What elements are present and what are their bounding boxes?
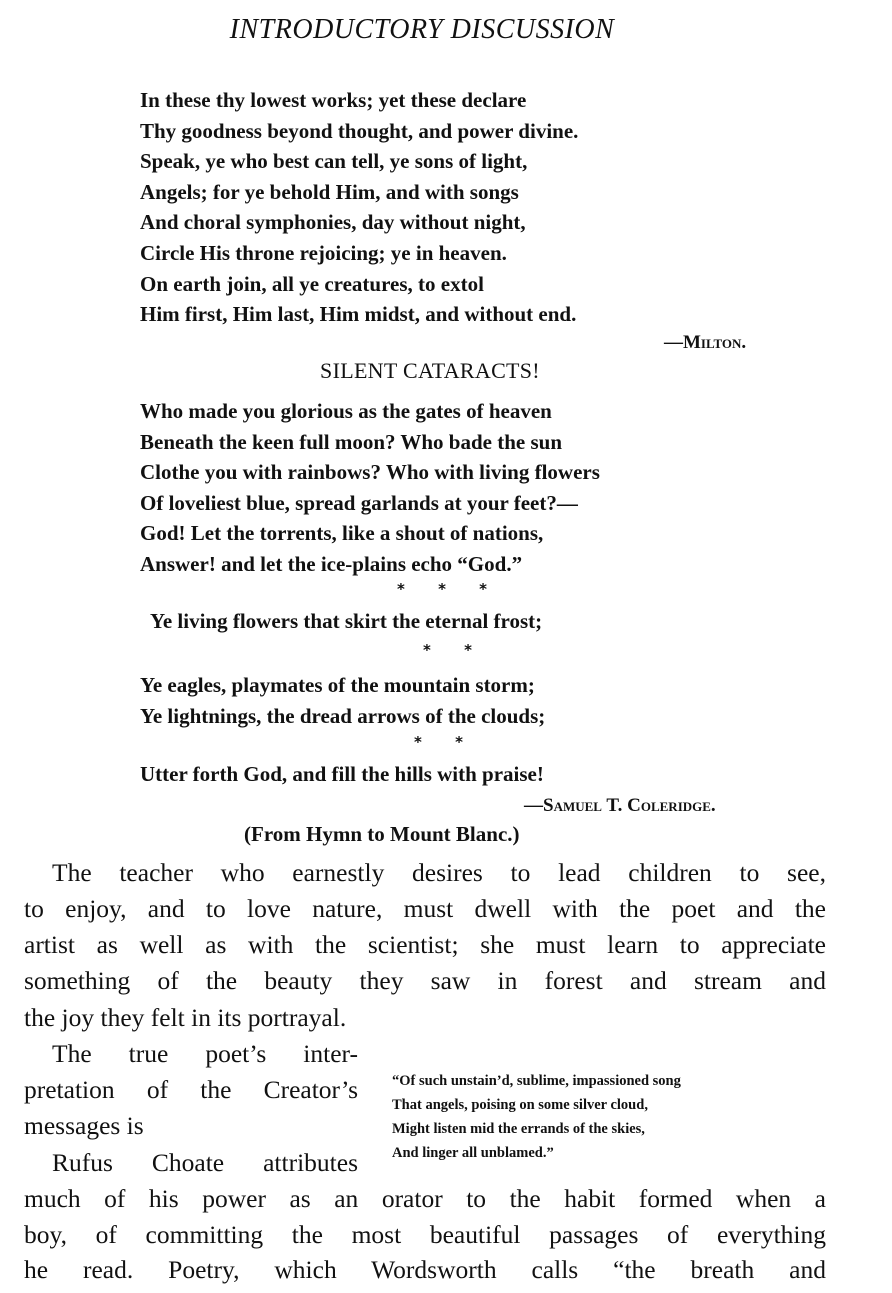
prose-line: much of his power as an orator to the habit formed when a — [24, 1184, 826, 1213]
stanza-separator: * * — [423, 641, 486, 659]
quote-line: “Of such unstain’d, sublime, impassioned song — [392, 1073, 681, 1089]
prose-line: boy, of committing the most beautiful passages of everything — [24, 1220, 826, 1249]
poem-line: Ye lightnings, the dread arrows of the clouds; — [140, 703, 546, 728]
running-head: INTRODUCTORY DISCUSSION — [229, 14, 615, 45]
prose-line: pretation of the Creator’s — [24, 1075, 358, 1104]
poem-line: Speak, ye who best can tell, ye sons of light, — [140, 149, 528, 174]
poem-line: Answer! and let the ice-plains echo “God.” — [140, 551, 523, 576]
poem-line: And choral symphonies, day without night, — [140, 210, 526, 235]
poem-source: (From Hymn to Mount Blanc.) — [244, 822, 520, 846]
coleridge-attribution: —Samuel T. Coleridge. — [524, 795, 716, 816]
prose-line: the joy they felt in its portrayal. — [24, 1003, 347, 1032]
prose-line: something of the beauty they saw in forest and stream and — [24, 966, 826, 995]
poem-line: Angels; for ye behold Him, and with songs — [140, 179, 519, 204]
poem-line-flowers: Ye living flowers that skirt the eternal frost; — [150, 609, 543, 633]
prose-line: to enjoy, and to love nature, must dwell with the poet and the — [24, 894, 826, 923]
prose-line: The teacher who earnestly desires to lead children to see, — [52, 858, 826, 887]
poem-line: Clothe you with rainbows? Who with living flowers — [140, 460, 600, 485]
prose-line: he read. Poetry, which Wordsworth calls “the breath and — [24, 1255, 826, 1284]
milton-poem — [140, 85, 578, 330]
poem-title: SILENT CATARACTS! — [320, 358, 540, 383]
poem-line: Of loveliest blue, spread garlands at your feet?— — [140, 490, 578, 515]
prose-line: messages is — [24, 1111, 144, 1140]
quote-line: And linger all unblamed.” — [392, 1145, 554, 1161]
inset-quote — [392, 1069, 681, 1165]
poem-line: On earth join, all ye creatures, to extol — [140, 271, 484, 296]
prose-line: artist as well as with the scientist; she must learn to appreciate — [24, 930, 826, 959]
poem-line: Beneath the keen full moon? Who bade the sun — [140, 429, 563, 454]
milton-attribution: —Milton. — [664, 332, 747, 353]
poem-line: God! Let the torrents, like a shout of nations, — [140, 521, 544, 546]
quote-line: That angels, poising on some silver cloud, — [392, 1097, 648, 1113]
coleridge-poem-stanza-1 — [140, 396, 600, 580]
poem-line: Ye eagles, playmates of the mountain storm; — [140, 673, 535, 697]
coleridge-poem-stanza-2 — [140, 670, 545, 731]
poem-line-utter: Utter forth God, and fill the hills with praise! — [140, 762, 544, 786]
stanza-separator: * * — [414, 733, 477, 751]
poem-line: Thy goodness beyond thought, and power divine. — [140, 118, 579, 143]
poem-line: In these thy lowest works; yet these declare — [140, 88, 527, 112]
quote-line: Might listen mid the errands of the skies, — [392, 1121, 645, 1137]
poem-line: Circle His throne rejoicing; ye in heaven. — [140, 240, 507, 265]
prose-line: Rufus Choate attributes — [52, 1148, 358, 1177]
stanza-separator: * * * — [397, 580, 501, 598]
poem-line: Who made you glorious as the gates of heaven — [140, 399, 552, 423]
poem-line: Him first, Him last, Him midst, and without end. — [140, 302, 577, 327]
prose-line: The true poet’s inter- — [52, 1039, 358, 1068]
